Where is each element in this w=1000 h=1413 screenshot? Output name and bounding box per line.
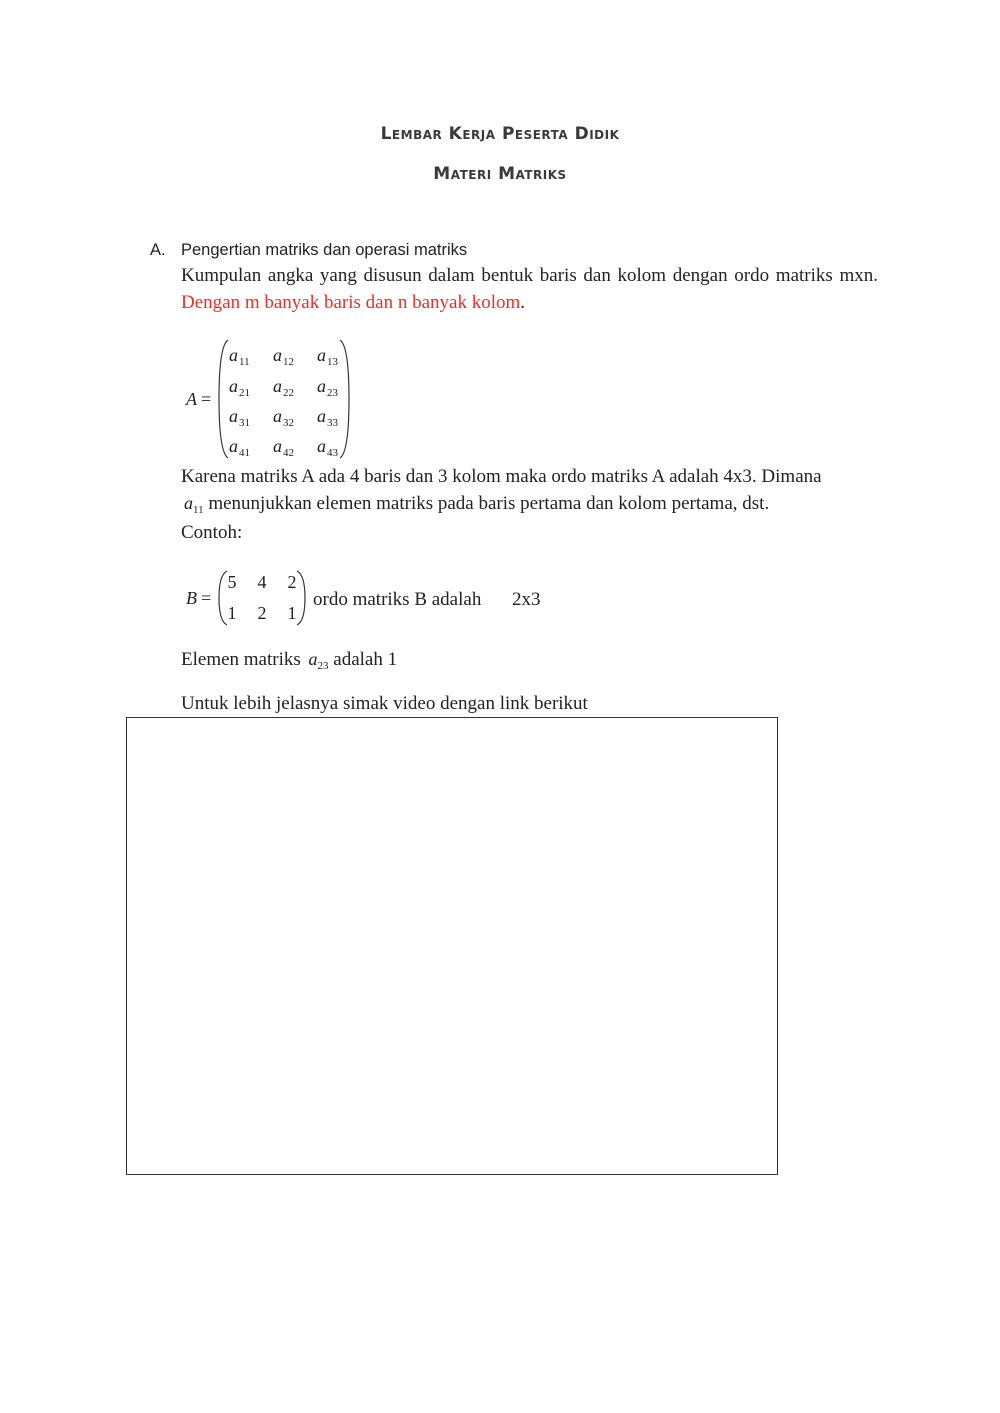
worksheet-title: Lembar Kerja Peserta Didik [380,124,620,144]
matrix-a-row [229,345,361,368]
definition-text: Kumpulan angka yang disusun dalam bentuk baris dan kolom dengan ordo matriks mxn. [181,265,878,286]
matrix-a-name: A [186,389,197,409]
matrix-a-cell: $a_{32}$ [273,406,294,429]
matrix-a-cell: $a_{31}$ [229,406,250,429]
matrix-a-cell: $a_{21}$ [229,376,250,399]
section-marker: A. [150,241,166,259]
example-label: Contoh: [181,522,243,543]
matrix-a-cell: $a_{12}$ [273,345,294,368]
matrix-b-cell: 4 [257,572,267,592]
element-note [181,646,397,680]
ordo-text: ordo matriks B adalah [313,589,482,610]
matrix-a-row [229,376,361,399]
matrix-a-cell: $a_{22}$ [273,376,294,399]
worksheet-subtitle: Materi Matriks [433,164,567,184]
explanation-line-1: Karena matriks A ada 4 baris dan 3 kolom maka ordo matriks A adalah 4x3. Dimana [181,466,822,487]
matrix-b-cell: 2 [287,572,297,592]
video-caption: Untuk lebih jelasnya simak video dengan link berikut [181,693,588,714]
matrix-a-cell: $a_{23}$ [317,376,338,399]
matrix-b-cell: 5 [227,572,237,592]
element-note-suffix: adalah 1 [333,649,398,670]
explanation-line-2 [184,490,769,524]
element-note-prefix: Elemen matriks [181,649,301,670]
matrix-a-row [229,436,361,459]
matrix-b-name: B [186,588,197,608]
definition-period: . [520,292,526,313]
explanation-text: menunjukkan elemen matriks pada baris pertama dan kolom pertama, dst. [208,493,770,514]
matrix-a-cell: $a_{13}$ [317,345,338,368]
matrix-a-cell: $a_{42}$ [273,436,294,459]
element-note-symbol: $a_{23}$ [308,649,329,672]
matrix-b-cell: 2 [257,603,267,623]
matrix-a-cell: $a_{11}$ [229,345,250,368]
definition-highlight: Dengan m banyak baris dan n banyak kolom [181,292,521,313]
element-symbol: $a_{11}$ [184,493,204,516]
matrix-a-left-paren [216,338,230,460]
matrix-b-cell: 1 [227,603,237,623]
matrix-a-cell: $a_{43}$ [317,436,338,459]
matrix-b-equals: = [201,588,212,608]
matrix-a-cell: $a_{33}$ [317,406,338,429]
ordo-value: 2x3 [512,589,541,610]
section-heading: Pengertian matriks dan operasi matriks [181,241,468,259]
matrix-a-equals: = [201,389,212,409]
matrix-b-row [217,603,307,624]
matrix-b-cell: 1 [287,603,297,623]
definition-paragraph [181,262,878,316]
matrix-a-row [229,406,361,429]
video-embed[interactable] [126,717,778,1175]
matrix-a-cell: $a_{41}$ [229,436,250,459]
matrix-b-row [217,572,307,593]
